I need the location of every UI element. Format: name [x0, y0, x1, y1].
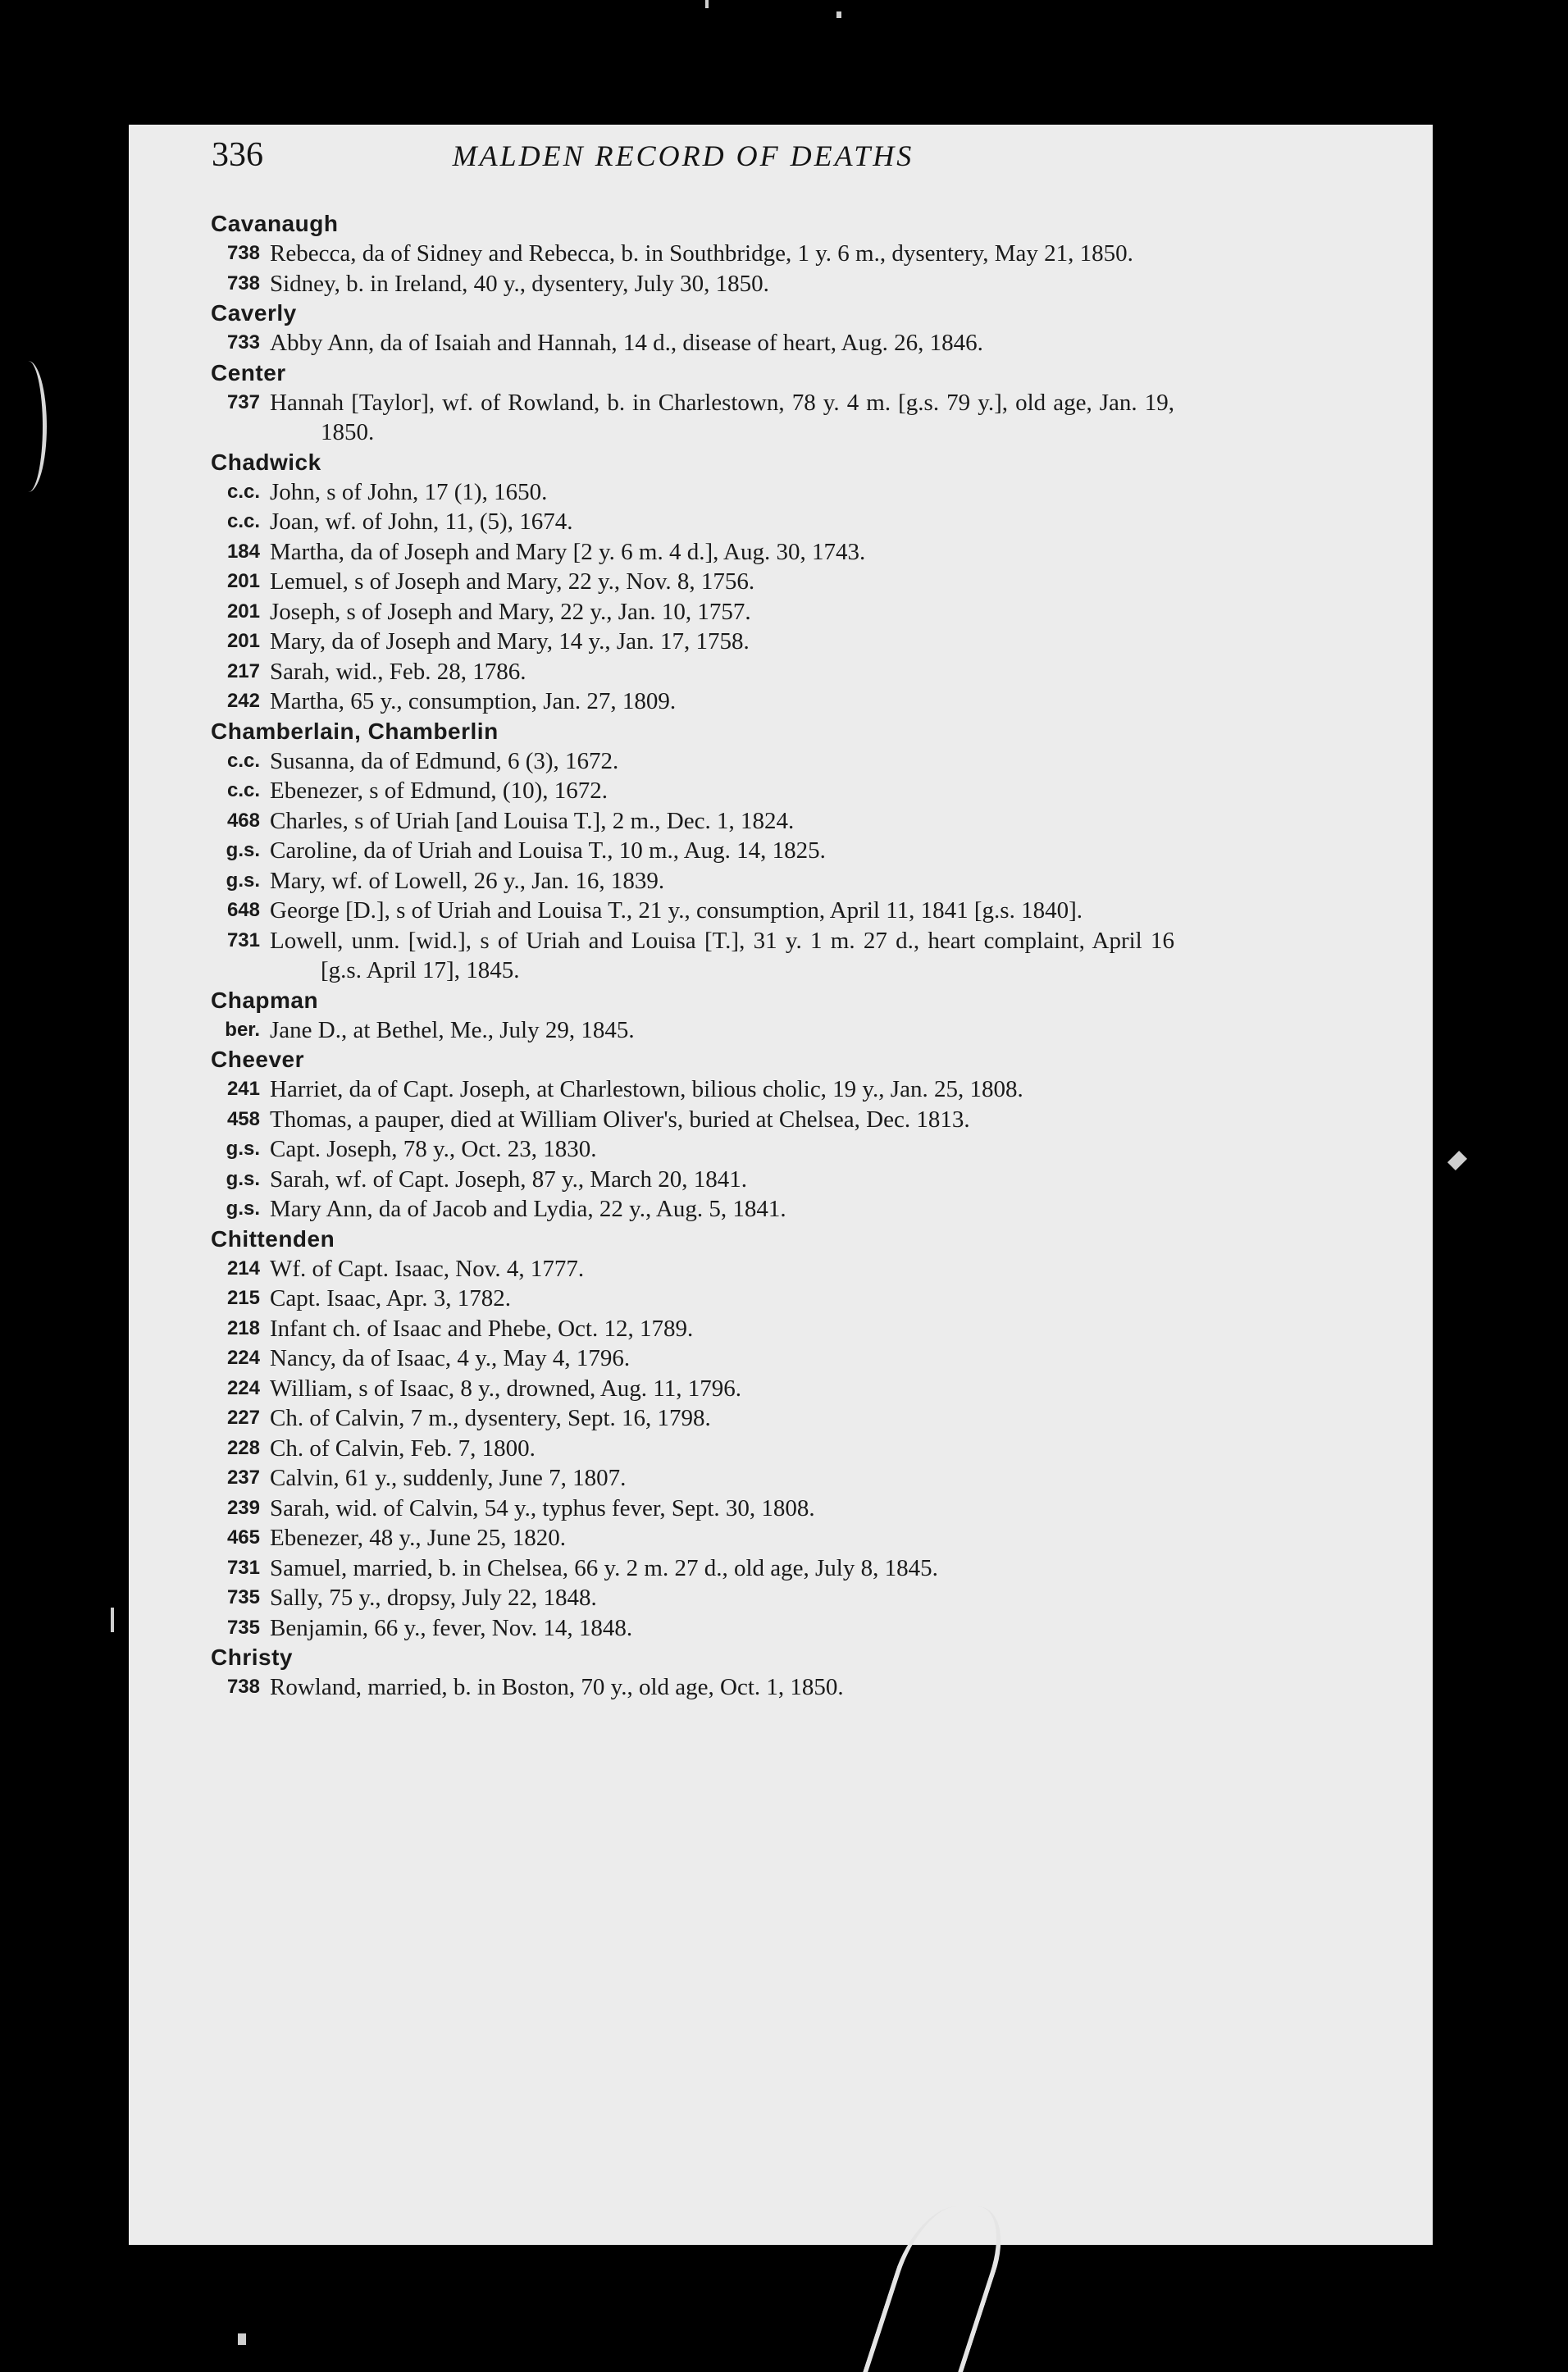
record-text: William, s of Isaac, 8 y., drowned, Aug. 11, 1796.	[270, 1375, 741, 1402]
record-text: Capt. Joseph, 78 y., Oct. 23, 1830.	[270, 1136, 597, 1162]
record-text: Samuel, married, b. in Chelsea, 66 y. 2 m. 27 d., old age, July 8, 1845.	[270, 1554, 938, 1581]
death-record-entry	[211, 627, 1174, 657]
scan-speck	[1447, 1151, 1467, 1170]
scan-speck	[238, 2333, 246, 2345]
surname-heading: Cavanaugh	[211, 211, 339, 236]
surname-section	[211, 1643, 1174, 1703]
record-reference: g.s.	[226, 869, 260, 892]
record-text: Susanna, da of Edmund, 6 (3), 1672.	[270, 747, 619, 774]
death-record-entry	[211, 1553, 1174, 1584]
record-text: Nancy, da of Isaac, 4 y., May 4, 1796.	[270, 1345, 631, 1371]
records-list	[211, 209, 1174, 1703]
record-text: John, s of John, 17 (1), 1650.	[270, 478, 548, 505]
death-record-entry	[211, 1015, 1174, 1046]
record-text: Joan, wf. of John, 11, (5), 1674.	[270, 509, 573, 535]
record-reference: 239	[226, 1496, 260, 1519]
death-record-entry	[211, 657, 1174, 687]
record-text: Infant ch. of Isaac and Phebe, Oct. 12, 1789.	[270, 1315, 694, 1342]
surname-section	[211, 1045, 1174, 1225]
scan-speck	[111, 1608, 114, 1632]
death-record-entry	[211, 1494, 1174, 1524]
record-reference: 731	[226, 1556, 260, 1579]
record-reference: c.c.	[226, 480, 260, 503]
death-record-entry	[211, 1672, 1174, 1703]
record-reference: c.c.	[226, 749, 260, 772]
death-record-entry	[211, 597, 1174, 627]
record-text: Caroline, da of Uriah and Louisa T., 10 m., Aug. 14, 1825.	[270, 837, 826, 864]
record-reference: ber.	[225, 1018, 260, 1041]
page-number: 336	[212, 136, 263, 174]
record-reference: 737	[226, 390, 260, 413]
surname-heading: Chapman	[211, 987, 319, 1013]
record-text: Calvin, 61 y., suddenly, June 7, 1807.	[270, 1465, 627, 1491]
record-text: Mary, da of Joseph and Mary, 14 y., Jan. 17, 1758.	[270, 628, 750, 655]
record-reference: 201	[226, 630, 260, 652]
record-text: Joseph, s of Joseph and Mary, 22 y., Jan. 10, 1757.	[270, 598, 751, 625]
surname-section	[211, 1225, 1174, 1644]
scan-speck	[836, 11, 841, 18]
record-text: Ebenezer, s of Edmund, (10), 1672.	[270, 778, 608, 804]
record-reference: 224	[226, 1376, 260, 1399]
record-reference: 227	[226, 1407, 260, 1429]
record-reference: g.s.	[226, 1197, 260, 1220]
record-text: Jane D., at Bethel, Me., July 29, 1845.	[270, 1016, 635, 1043]
record-text: George [D.], s of Uriah and Louisa T., 21 y., consumption, April 11, 1841 [g.s. 1840].	[270, 897, 1083, 924]
record-reference: 237	[226, 1467, 260, 1489]
record-reference: 731	[226, 928, 260, 951]
record-text: Wf. of Capt. Isaac, Nov. 4, 1777.	[270, 1255, 585, 1282]
surname-heading: Chadwick	[211, 449, 321, 475]
running-title: MALDEN RECORD OF DEATHS	[452, 139, 914, 172]
record-text: Martha, da of Joseph and Mary [2 y. 6 m. 4 d.], Aug. 30, 1743.	[270, 538, 866, 565]
surname-section	[211, 299, 1174, 358]
death-record-entry	[211, 537, 1174, 568]
record-text: Sarah, wid. of Calvin, 54 y., typhus fever, Sept. 30, 1808.	[270, 1494, 815, 1521]
record-text: Ebenezer, 48 y., June 25, 1820.	[270, 1525, 566, 1551]
record-reference: 184	[226, 540, 260, 563]
page-header	[212, 135, 1155, 185]
death-record-entry	[211, 746, 1174, 777]
record-text: Ch. of Calvin, 7 m., dysentery, Sept. 16, 1798.	[270, 1405, 711, 1431]
record-text: Ch. of Calvin, Feb. 7, 1800.	[270, 1435, 536, 1462]
record-reference: c.c.	[226, 779, 260, 801]
record-text: Mary Ann, da of Jacob and Lydia, 22 y., Aug. 5, 1841.	[270, 1196, 786, 1222]
record-reference: 733	[226, 331, 260, 354]
surname-section	[211, 448, 1174, 717]
record-text: Lowell, unm. [wid.], s of Uriah and Louisa [T.], 31 y. 1 m. 27 d., heart complaint, April 16 [g.s. April 17], 1845.	[270, 927, 1174, 983]
record-reference: 242	[226, 690, 260, 712]
record-reference: 458	[226, 1107, 260, 1130]
death-record-entry	[211, 567, 1174, 597]
record-reference: g.s.	[226, 1138, 260, 1160]
death-record-entry	[211, 1194, 1174, 1225]
record-reference: 218	[226, 1316, 260, 1339]
death-record-entry	[211, 836, 1174, 866]
surname-section	[211, 209, 1174, 299]
record-reference: 241	[226, 1078, 260, 1100]
record-text: Thomas, a pauper, died at William Oliver's, buried at Chelsea, Dec. 1813.	[270, 1106, 970, 1133]
record-reference: 224	[226, 1347, 260, 1369]
death-record-entry	[211, 507, 1174, 537]
surname-heading: Caverly	[211, 300, 297, 326]
death-record-entry	[211, 866, 1174, 896]
death-record-entry	[211, 1583, 1174, 1613]
death-record-entry	[211, 806, 1174, 837]
death-record-entry	[211, 1523, 1174, 1553]
death-record-entry	[211, 1343, 1174, 1374]
death-record-entry	[211, 1284, 1174, 1314]
surname-section	[211, 986, 1174, 1046]
death-record-entry	[211, 926, 1174, 986]
death-record-entry	[211, 1105, 1174, 1135]
surname-section	[211, 717, 1174, 986]
record-reference: 201	[226, 600, 260, 623]
surname-heading: Chittenden	[211, 1225, 335, 1252]
record-text: Mary, wf. of Lowell, 26 y., Jan. 16, 1839.	[270, 867, 665, 894]
record-reference: 738	[226, 1676, 260, 1698]
scan-edge-mark	[10, 361, 47, 492]
surname-section	[211, 358, 1174, 448]
death-record-entry	[211, 1374, 1174, 1404]
record-text: Hannah [Taylor], wf. of Rowland, b. in Charlestown, 78 y. 4 m. [g.s. 79 y.], old age, Jan. 19, 1850.	[270, 389, 1174, 445]
surname-heading: Cheever	[211, 1047, 305, 1072]
record-reference: 217	[226, 659, 260, 682]
death-record-entry	[211, 328, 1174, 358]
death-record-entry	[211, 687, 1174, 717]
record-reference: 215	[226, 1287, 260, 1309]
record-text: Lemuel, s of Joseph and Mary, 22 y., Nov. 8, 1756.	[270, 568, 755, 595]
record-reference: 735	[226, 1586, 260, 1608]
record-reference: g.s.	[226, 839, 260, 861]
record-reference: 738	[226, 271, 260, 294]
record-reference: 228	[226, 1436, 260, 1459]
record-text: Sarah, wid., Feb. 28, 1786.	[270, 658, 526, 685]
record-text: Sally, 75 y., dropsy, July 22, 1848.	[270, 1585, 597, 1611]
surname-heading: Christy	[211, 1644, 293, 1670]
death-record-entry	[211, 1463, 1174, 1494]
record-reference: 465	[226, 1526, 260, 1549]
record-reference: 201	[226, 570, 260, 592]
record-text: Benjamin, 66 y., fever, Nov. 14, 1848.	[270, 1614, 633, 1641]
record-text: Sarah, wf. of Capt. Joseph, 87 y., March 20, 1841.	[270, 1165, 748, 1193]
record-reference: g.s.	[226, 1167, 260, 1190]
death-record-entry	[211, 388, 1174, 448]
record-text: Sidney, b. in Ireland, 40 y., dysentery, July 30, 1850.	[270, 270, 769, 297]
death-record-entry	[211, 1165, 1174, 1195]
record-text: Abby Ann, da of Isaiah and Hannah, 14 d., disease of heart, Aug. 26, 1846.	[270, 330, 983, 356]
death-record-entry	[211, 1254, 1174, 1284]
scan-speck	[705, 0, 709, 8]
record-text: Harriet, da of Capt. Joseph, at Charlestown, bilious cholic, 19 y., Jan. 25, 1808.	[270, 1076, 1023, 1102]
record-reference: c.c.	[226, 510, 260, 532]
record-text: Charles, s of Uriah [and Louisa T.], 2 m., Dec. 1, 1824.	[270, 807, 795, 834]
death-record-entry	[211, 1403, 1174, 1434]
record-text: Rowland, married, b. in Boston, 70 y., old age, Oct. 1, 1850.	[270, 1674, 844, 1700]
record-reference: 738	[226, 242, 260, 264]
death-record-entry	[211, 1613, 1174, 1644]
record-text: Martha, 65 y., consumption, Jan. 27, 1809.	[270, 688, 677, 714]
surname-heading: Center	[211, 359, 286, 385]
death-record-entry	[211, 239, 1174, 269]
record-text: Capt. Isaac, Apr. 3, 1782.	[270, 1285, 511, 1311]
record-reference: 648	[226, 899, 260, 921]
death-record-entry	[211, 477, 1174, 508]
death-record-entry	[211, 1134, 1174, 1165]
death-record-entry	[211, 776, 1174, 806]
record-reference: 735	[226, 1616, 260, 1639]
death-record-entry	[211, 1074, 1174, 1105]
surname-heading: Chamberlain, Chamberlin	[211, 718, 499, 744]
death-record-entry	[211, 896, 1174, 926]
death-record-entry	[211, 1314, 1174, 1344]
death-record-entry	[211, 269, 1174, 299]
record-reference: 468	[226, 809, 260, 832]
record-reference: 214	[226, 1257, 260, 1280]
death-record-entry	[211, 1434, 1174, 1464]
record-text: Rebecca, da of Sidney and Rebecca, b. in Southbridge, 1 y. 6 m., dysentery, May 21, 1850.	[270, 240, 1133, 267]
